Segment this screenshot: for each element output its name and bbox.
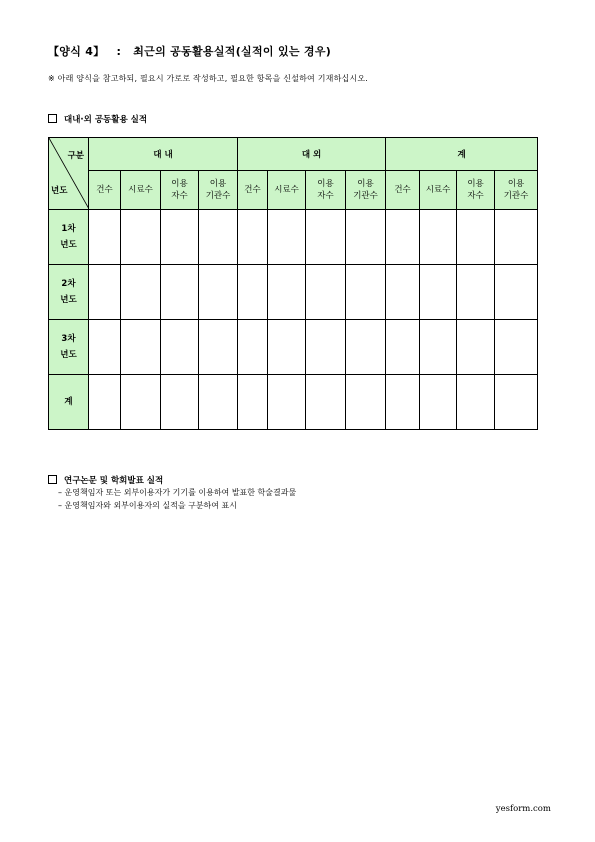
subheader-label: 기관수 bbox=[503, 191, 529, 201]
table-row bbox=[49, 320, 538, 375]
data-entry-cell[interactable] bbox=[386, 265, 420, 320]
data-entry-cell[interactable] bbox=[420, 210, 457, 265]
data-entry-cell[interactable] bbox=[306, 210, 346, 265]
subheader-cell bbox=[306, 171, 346, 210]
data-entry-cell[interactable] bbox=[346, 265, 386, 320]
data-entry-cell[interactable] bbox=[457, 210, 495, 265]
table-body bbox=[49, 210, 538, 430]
data-entry-cell[interactable] bbox=[89, 320, 121, 375]
data-entry-cell[interactable] bbox=[268, 375, 306, 430]
subheader-label: 시료수 bbox=[425, 185, 451, 195]
footer-watermark: yesform.com bbox=[495, 804, 551, 814]
data-entry-cell[interactable] bbox=[238, 265, 268, 320]
data-entry-cell[interactable] bbox=[495, 210, 538, 265]
row-header-label: 년도 bbox=[60, 295, 77, 305]
data-entry-cell[interactable] bbox=[346, 375, 386, 430]
subheader-label: 이용 bbox=[209, 179, 227, 189]
table-row bbox=[49, 210, 538, 265]
data-entry-cell[interactable] bbox=[161, 320, 199, 375]
data-entry-cell[interactable] bbox=[268, 265, 306, 320]
title-separator: : bbox=[116, 45, 122, 58]
data-entry-cell[interactable] bbox=[420, 265, 457, 320]
data-entry-cell[interactable] bbox=[306, 375, 346, 430]
data-entry-cell[interactable] bbox=[238, 320, 268, 375]
subheader-label: 건수 bbox=[96, 185, 113, 195]
papers-bullet-list bbox=[58, 487, 296, 512]
data-entry-cell[interactable] bbox=[161, 210, 199, 265]
data-entry-cell[interactable] bbox=[457, 265, 495, 320]
group-header-external: 대 외 bbox=[238, 138, 386, 171]
group-header-internal: 대 내 bbox=[89, 138, 238, 171]
data-entry-cell[interactable] bbox=[495, 265, 538, 320]
data-entry-cell[interactable] bbox=[238, 210, 268, 265]
subheader-label: 시료수 bbox=[274, 185, 299, 195]
subheader-cell bbox=[161, 171, 199, 210]
row-header-cell bbox=[49, 210, 89, 265]
data-entry-cell[interactable] bbox=[386, 210, 420, 265]
data-entry-cell[interactable] bbox=[386, 375, 420, 430]
data-entry-cell[interactable] bbox=[306, 320, 346, 375]
table-row bbox=[49, 375, 538, 430]
row-header-label: 년도 bbox=[60, 350, 77, 360]
data-entry-cell[interactable] bbox=[121, 320, 161, 375]
data-entry-cell[interactable] bbox=[199, 210, 238, 265]
subheader-label: 기관수 bbox=[353, 191, 378, 201]
data-entry-cell[interactable] bbox=[199, 375, 238, 430]
data-entry-cell[interactable] bbox=[495, 320, 538, 375]
section-heading-papers-text: 연구논문 및 학회발표 실적 bbox=[64, 476, 164, 486]
data-entry-cell[interactable] bbox=[420, 320, 457, 375]
subheader-label: 이용 bbox=[507, 179, 525, 189]
corner-label-category: 구분 bbox=[67, 151, 84, 161]
subheader-label: 기관수 bbox=[205, 191, 231, 201]
table-corner-cell bbox=[49, 138, 89, 210]
subheader-label: 자수 bbox=[467, 191, 484, 201]
data-entry-cell[interactable] bbox=[238, 375, 268, 430]
subheader-row bbox=[49, 171, 538, 210]
row-header-cell bbox=[49, 265, 89, 320]
row-header-label: 3차 bbox=[61, 334, 76, 344]
subheader-cell bbox=[495, 171, 538, 210]
usage-table bbox=[48, 137, 538, 430]
subheader-cell bbox=[199, 171, 238, 210]
data-entry-cell[interactable] bbox=[161, 265, 199, 320]
subheader-cell bbox=[457, 171, 495, 210]
subheader-label: 이용 bbox=[317, 179, 334, 189]
form-title bbox=[48, 43, 331, 59]
data-entry-cell[interactable] bbox=[199, 265, 238, 320]
data-entry-cell[interactable] bbox=[457, 375, 495, 430]
subheader-label: 자수 bbox=[171, 191, 188, 201]
subheader-label: 이용 bbox=[467, 179, 484, 189]
subheader-label: 이용 bbox=[171, 179, 188, 189]
subheader-cell bbox=[238, 171, 268, 210]
data-entry-cell[interactable] bbox=[386, 320, 420, 375]
data-entry-cell[interactable] bbox=[161, 375, 199, 430]
data-entry-cell[interactable] bbox=[121, 375, 161, 430]
bullet-item: – 운영책임자와 외부이용자의 실적을 구분하여 표시 bbox=[58, 500, 238, 510]
row-header-label: 1차 bbox=[61, 224, 76, 234]
row-header-label: 계 bbox=[64, 397, 73, 407]
data-entry-cell[interactable] bbox=[121, 265, 161, 320]
data-entry-cell[interactable] bbox=[89, 375, 121, 430]
data-entry-cell[interactable] bbox=[89, 265, 121, 320]
corner-label-year: 년도 bbox=[51, 186, 68, 196]
section-heading-usage-text: 대내·외 공동활용 실적 bbox=[64, 115, 148, 125]
usage-table-container bbox=[48, 137, 538, 430]
section-heading-papers bbox=[48, 474, 163, 486]
checkbox-square-icon bbox=[48, 475, 57, 484]
section-heading-usage bbox=[48, 113, 147, 125]
subheader-cell bbox=[268, 171, 306, 210]
subheader-cell bbox=[420, 171, 457, 210]
data-entry-cell[interactable] bbox=[89, 210, 121, 265]
subheader-label: 건수 bbox=[394, 185, 411, 195]
checkbox-square-icon bbox=[48, 114, 57, 123]
data-entry-cell[interactable] bbox=[121, 210, 161, 265]
row-header-label: 년도 bbox=[60, 240, 77, 250]
subheader-cell bbox=[346, 171, 386, 210]
group-header-total: 계 bbox=[386, 138, 538, 171]
data-entry-cell[interactable] bbox=[268, 320, 306, 375]
subheader-cell bbox=[89, 171, 121, 210]
subheader-label: 자수 bbox=[317, 191, 334, 201]
form-title-text: 최근의 공동활용실적(실적이 있는 경우) bbox=[133, 45, 332, 58]
data-entry-cell[interactable] bbox=[346, 210, 386, 265]
row-header-cell bbox=[49, 320, 89, 375]
table-row bbox=[49, 265, 538, 320]
form-number: 【양식 4】 bbox=[48, 45, 105, 58]
subheader-label: 시료수 bbox=[128, 185, 153, 195]
subheader-label: 건수 bbox=[244, 185, 261, 195]
row-header-label: 2차 bbox=[61, 279, 76, 289]
data-entry-cell[interactable] bbox=[346, 320, 386, 375]
subheader-label: 이용 bbox=[357, 179, 374, 189]
bullet-item: – 운영책임자 또는 외부이용자가 기기를 이용하여 발표한 학술결과물 bbox=[58, 488, 297, 497]
instruction-note: ※ 아래 양식을 참고하되, 필요시 가로로 작성하고, 필요한 항목을 신설하여 기재하십시오. bbox=[48, 74, 369, 83]
data-entry-cell[interactable] bbox=[306, 265, 346, 320]
data-entry-cell[interactable] bbox=[457, 320, 495, 375]
data-entry-cell[interactable] bbox=[268, 210, 306, 265]
row-header-cell bbox=[49, 375, 89, 430]
data-entry-cell[interactable] bbox=[199, 320, 238, 375]
data-entry-cell[interactable] bbox=[420, 375, 457, 430]
subheader-cell bbox=[121, 171, 161, 210]
subheader-cell bbox=[386, 171, 420, 210]
data-entry-cell[interactable] bbox=[495, 375, 538, 430]
